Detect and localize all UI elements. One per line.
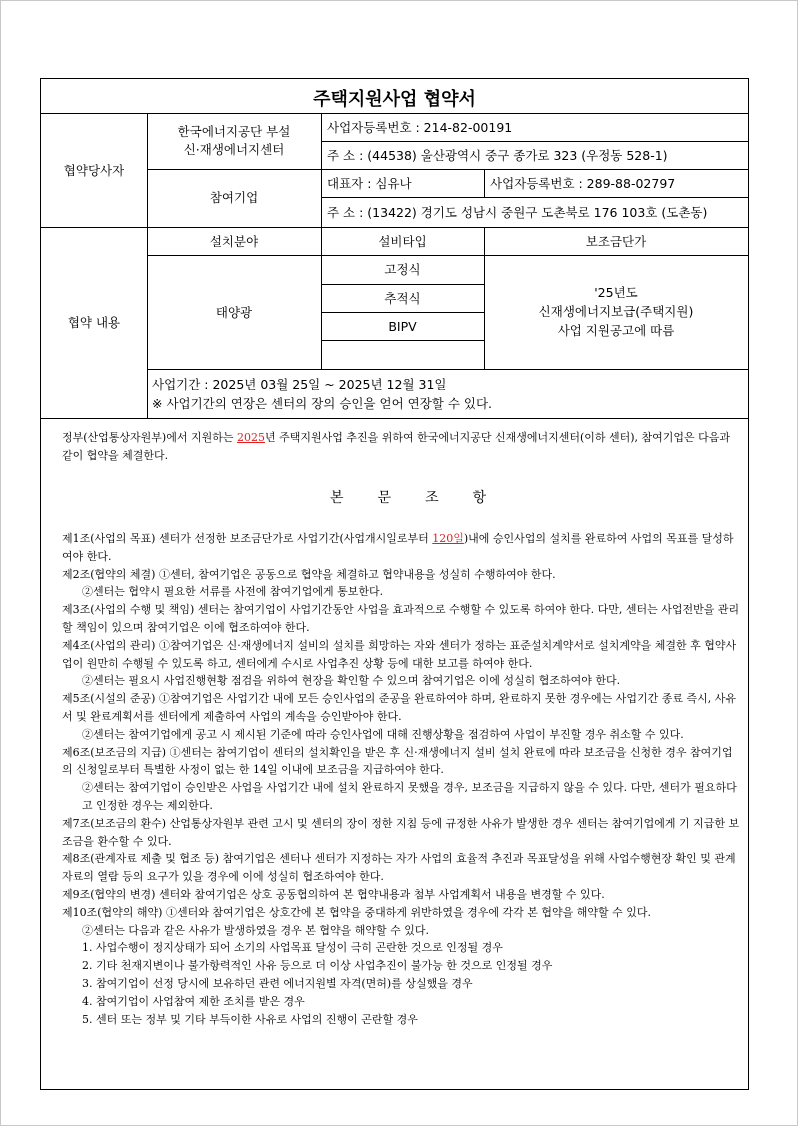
- list-item: 2. 기타 천재지변이나 불가항력적인 사유 등으로 더 이상 사업추진이 불가능 한 것으로 인정될 경우: [82, 959, 553, 973]
- project-period: 사업기간 : 2025년 03월 25일 ~ 2025년 12월 31일: [152, 377, 447, 392]
- subsidy-line3: 사업 지원공고에 따름: [557, 323, 675, 338]
- row-divider: [147, 369, 748, 370]
- article-1-days: 120일: [432, 532, 464, 545]
- row-divider: [321, 284, 484, 285]
- center-reg-number: 사업자등록번호 : 214-82-00191: [327, 120, 513, 135]
- article-6-2: ②센터는 참여기업이 승인받은 사업을 사업기간 내에 설치 완료하지 못했을 경우, 보조금을 지급하지 않을 수 있다. 다만, 센터가 필요하다고 인정한 경우는 제외한다.: [82, 781, 737, 812]
- article-4-1: 제4조(사업의 관리) ①참여기업은 신·재생에너지 설비의 설치를 희망하는 자와 센터가 정하는 표준설치계약서로 설치계약을 체결한 후 협약사업이 원만히 수행될 수 있도록 하고, 센터에게 수시로 사업추진 상황 등에 대한 보고를 하여야 한다.: [62, 638, 737, 670]
- heading-char: 조: [425, 490, 439, 506]
- article-6-1: 제6조(보조금의 지급) ①센터는 참여기업이 센터의 설치확인을 받은 후 신·재생에너지 설비 설치 완료에 따라 보조금을 신청한 경우 참여기업의 신청일로부터 특별한 사정이 없는 한 14일 이내에 보조금을 지급하여야 한다.: [62, 745, 733, 777]
- list-item: 5. 센터 또는 정부 및 기타 부득이한 사유로 사업의 진행이 곤란할 경우: [82, 1012, 418, 1026]
- heading-char: 문: [377, 490, 392, 506]
- subsidy-line1: '25년도: [594, 285, 638, 300]
- section-heading: [330, 487, 520, 507]
- type-bipv: BIPV: [388, 319, 417, 334]
- field-value: 태양광: [215, 305, 253, 320]
- center-name-line2: 신·재생에너지센터: [183, 142, 285, 157]
- participant-label: 참여기업: [209, 190, 259, 205]
- heading-char: 본: [330, 490, 344, 506]
- parties-label: 협약당사자: [63, 163, 125, 178]
- article-2-1: 제2조(협약의 체결) ①센터, 참여기업은 공동으로 협약을 체결하고 협약내용을 성실히 수행하여야 한다.: [62, 567, 556, 581]
- section-divider: [41, 418, 748, 419]
- article-4-2: ②센터는 필요시 사업진행현황 점검을 위하여 현장을 확인할 수 있으며 참여기업은 이에 성실히 협조하여야 한다.: [82, 674, 621, 688]
- articles: [62, 530, 740, 1028]
- intro-text-2: 년 주택지원사업 추진을 위하여 한국에너지공단 신재생에너지센터(이하 센터), 참여기업은 다음과 같이 협약을 체결한다.: [62, 431, 731, 462]
- center-name-line1: 한국에너지공단 부설: [177, 124, 291, 139]
- list-item: 4. 참여기업이 사업참여 제한 조치를 받은 경우: [82, 994, 305, 1008]
- article-3: 제3조(사업의 수행 및 책임) 센터는 참여기업이 사업기간동안 사업을 효과적으로 수행할 수 있도록 하여야 한다. 다만, 센터는 사업전반을 관리할 책임이 있으며 참여기업은 이에 협조하여야 한다.: [62, 603, 740, 634]
- col-header-field: 설치분야: [209, 234, 259, 249]
- participant-address: 주 소 : (13422) 경기도 성남시 중원구 도촌북로 176 103호 (도촌동): [327, 205, 708, 220]
- center-address: 주 소 : (44538) 울산광역시 중구 종가로 323 (우정동 528-1): [327, 148, 668, 163]
- article-8: 제8조(관계자료 제출 및 협조 등) 참여기업은 센터나 센터가 지정하는 자가 사업의 효율적 추진과 목표달성을 위해 사업수행현장 확인 및 관계 자료의 열람 등의 요구가 있을 경우에 이에 성실히 협조하여야 한다.: [62, 852, 736, 884]
- article-1: [62, 530, 740, 566]
- article-5-1: 제5조(시설의 준공) ①참여기업은 사업기간 내에 모든 승인사업의 준공을 완료하여야 하며, 완료하지 못한 경우에는 사업기간 종료 즉시, 사유서 및 완료계획서를 센터에게 제출하여 사업의 계속을 승인받아야 한다.: [62, 692, 736, 723]
- intro-paragraph: [62, 429, 738, 465]
- col-divider: [484, 169, 485, 197]
- intro-text-1: 정부(산업통상자원부)에서 지원하는: [62, 431, 237, 444]
- article-9: 제9조(협약의 변경) 센터와 참여기업은 상호 공동협의하여 본 협약내용과 첨부 사업계획서 내용을 변경할 수 있다.: [62, 887, 605, 901]
- article-10-1: 제10조(협약의 해약) ①센터와 참여기업은 상호간에 본 협약을 중대하게 위반하였을 경우에 각각 본 협약을 해약할 수 있다.: [62, 905, 651, 919]
- row-divider: [321, 141, 748, 142]
- period-note: ※ 사업기간의 연장은 센터의 장의 승인을 얻어 연장할 수 있다.: [152, 396, 493, 411]
- col-header-type: 설비타입: [378, 234, 427, 249]
- type-fixed: 고정식: [384, 262, 421, 277]
- page-title: 주택지원사업 협약서: [313, 89, 476, 110]
- subsidy-line2: 신재생에너지보급(주택지원): [538, 304, 694, 319]
- participant-reg-number: 사업자등록번호 : 289-88-02797: [490, 176, 676, 191]
- row-divider: [147, 169, 748, 170]
- heading-char: 항: [472, 490, 487, 506]
- intro-year: 2025: [236, 431, 265, 444]
- article-7: 제7조(보조금의 환수) 산업통상자원부 관련 고시 및 센터의 장이 정한 지침 등에 규정한 사유가 발생한 경우 센터는 참여기업에게 기 지급한 보조금을 환수할 수 있다.: [62, 816, 740, 848]
- article-10-2: ②센터는 다음과 같은 사유가 발생하였을 경우 본 협약을 해약할 수 있다.: [82, 923, 429, 937]
- row-divider: [321, 340, 484, 341]
- list-item: 3. 참여기업이 선정 당시에 보유하던 관련 에너지원별 자격(면허)를 상실했을 경우: [82, 976, 473, 990]
- list-item: 1. 사업수행이 정지상태가 되어 소기의 사업목표 달성이 극히 곤란한 것으로 인정될 경우: [82, 941, 503, 955]
- article-1-text: 제1조(사업의 목표) 센터가 선정한 보조금단가로 사업기간(사업개시일로부터: [62, 532, 433, 545]
- row-divider: [321, 197, 748, 198]
- article-5-2: ②센터는 참여기업에게 공고 시 제시된 기준에 따라 승인사업에 대해 진행상황을 점검하여 사업이 부진할 경우 취소할 수 있다.: [82, 727, 684, 741]
- article-1-text-end: )내에 승인사업의 설치를 완료하여 사업의 목표를 달성하여야 한다.: [62, 532, 734, 563]
- row-divider: [321, 312, 484, 313]
- article-2-2: ②센터는 협약시 필요한 서류를 사전에 참여기업에게 통보한다.: [82, 585, 384, 599]
- col-header-subsidy: 보조금단가: [585, 234, 647, 249]
- participant-ceo: 대표자 : 심유나: [327, 176, 412, 191]
- type-tracking: 추적식: [384, 291, 421, 306]
- contents-label: 협약 내용: [67, 315, 121, 330]
- row-divider: [147, 255, 748, 256]
